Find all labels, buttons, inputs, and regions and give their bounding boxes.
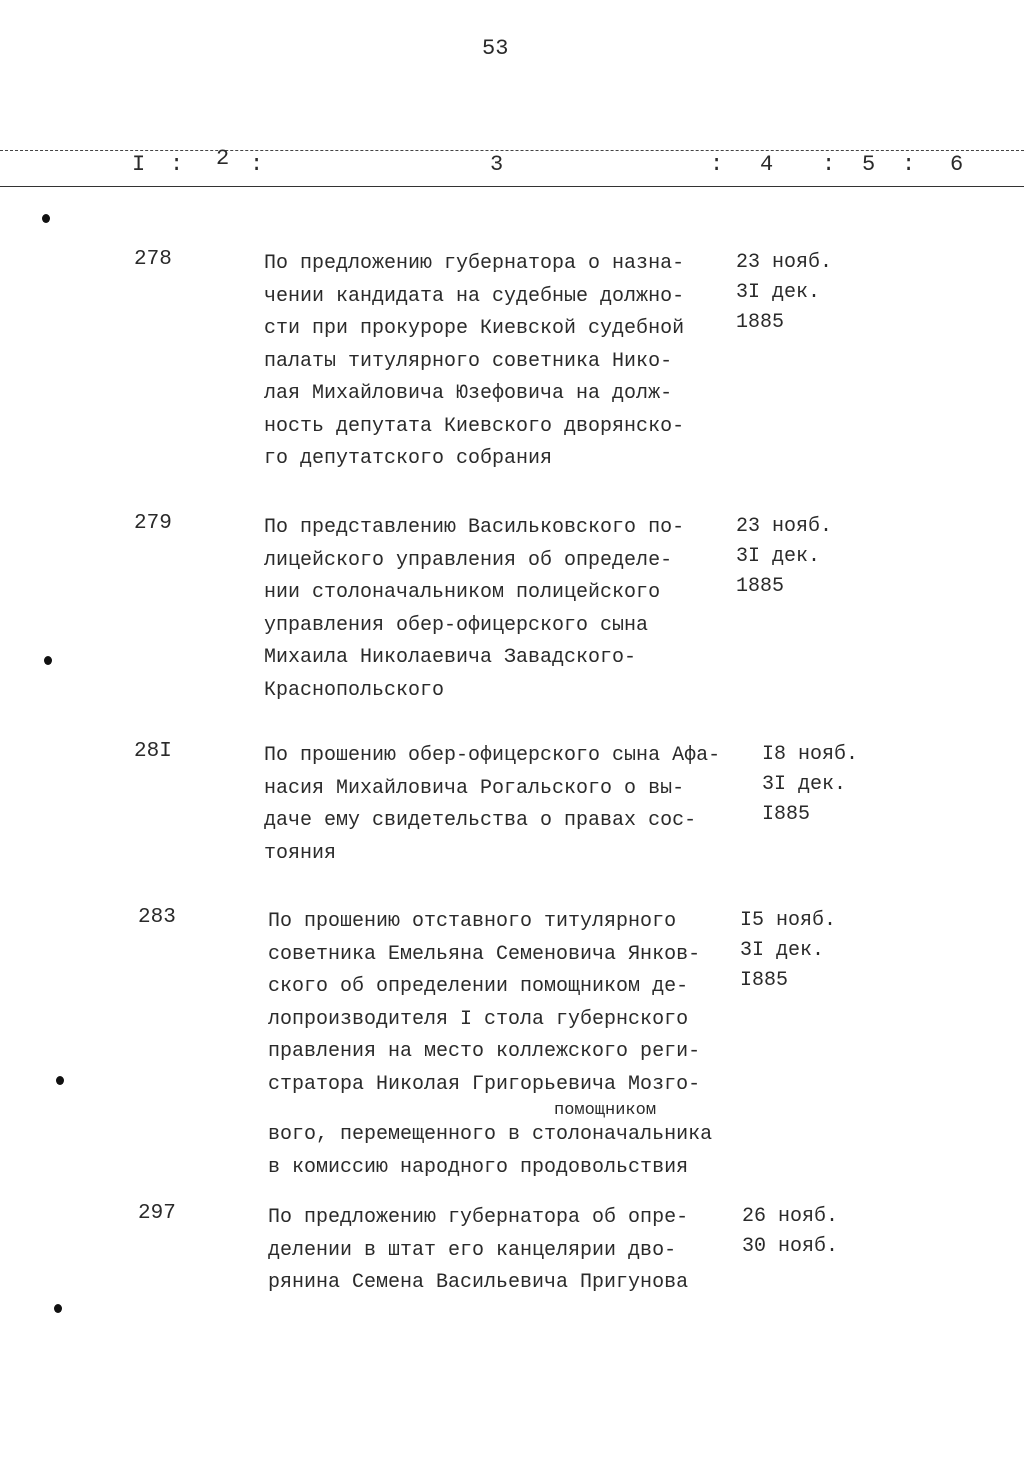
entry-number: 279: [134, 512, 172, 535]
header-top-rule: [0, 150, 1024, 151]
entry-dates: [736, 512, 832, 602]
date-end: 3I дек.: [740, 939, 825, 962]
entry-number: 28I: [134, 740, 172, 763]
text-line: рянина Семена Васильевича Пригунова: [268, 1271, 689, 1294]
header-bottom-rule: [0, 186, 1024, 187]
punch-hole-mark: [42, 214, 50, 223]
page-number: 53: [482, 36, 509, 61]
punch-hole-mark: [44, 656, 52, 665]
text-line: По предложению губернатора об опре-: [268, 1206, 689, 1229]
text-line: Краснопольского: [264, 678, 445, 702]
text-line: По предложению губернатора о назна-: [264, 252, 685, 275]
entry-description: [264, 740, 720, 870]
column-header-4: 4: [760, 152, 774, 177]
text-line: По представлению Васильковского по-: [264, 516, 685, 539]
text-line: тояния: [264, 841, 337, 865]
date-end: 3I дек.: [762, 773, 847, 796]
date-start: I8 нояб.: [762, 743, 859, 766]
text-line: сти при прокуроре Киевской судебной: [264, 317, 685, 340]
entry-dates: [742, 1202, 838, 1262]
text-line: Михаила Николаевича Завадского-: [264, 646, 637, 669]
text-line: управления обер-офицерского сына: [264, 613, 649, 637]
text-line: лицейского управления об определе-: [264, 548, 673, 572]
text-line: чении кандидата на судебные должно-: [264, 284, 685, 308]
text-line: нии столоначальником полицейского: [264, 581, 661, 604]
date-year: I885: [740, 969, 789, 992]
date-end: 3I дек.: [736, 545, 821, 568]
column-separator: :: [250, 152, 264, 177]
date-start: I5 нояб.: [740, 909, 837, 932]
text-line: го депутатского собрания: [264, 447, 553, 470]
entry-dates: [740, 906, 836, 996]
date-year: 1885: [736, 311, 785, 334]
text-line: даче ему свидетельства о правах сос-: [264, 809, 697, 832]
date-end: 30 нояб.: [742, 1235, 839, 1258]
text-line: По прошению отставного титулярного: [268, 910, 677, 933]
text-line: лая Михайловича Юзефовича на долж-: [264, 382, 673, 405]
text-line: ность депутата Киевского дворянско-: [264, 414, 685, 438]
column-header-1: I: [132, 152, 146, 177]
entry-number: 283: [138, 906, 176, 929]
column-separator: :: [822, 152, 836, 177]
date-year: I885: [762, 803, 811, 826]
column-separator: :: [710, 152, 724, 177]
text-line: ского об определении помощником де-: [268, 975, 689, 998]
column-header-6: 6: [950, 152, 964, 177]
entry-number: 297: [138, 1202, 176, 1225]
text-line: палаты титулярного советника Нико-: [264, 349, 673, 373]
entry-description: [268, 906, 712, 1184]
text-line: стратора Николая Григорьевича Мозго-: [268, 1072, 701, 1096]
entry-dates: [762, 740, 858, 830]
punch-hole-mark: [54, 1304, 62, 1313]
text-line: [268, 1101, 713, 1152]
column-separator: :: [902, 152, 916, 177]
date-start: 23 нояб.: [736, 251, 833, 274]
entry-dates: [736, 248, 832, 338]
overprinted-word: помощником: [554, 1101, 657, 1120]
text-line-content: вого, перемещенного в столоначальника: [268, 1123, 713, 1146]
text-line: правления на место коллежского реги-: [268, 1040, 701, 1063]
column-header-3: 3: [490, 152, 504, 177]
entry-description: [268, 1202, 688, 1300]
text-line: насия Михайловича Рогальского о вы-: [264, 776, 685, 800]
date-end: 3I дек.: [736, 281, 821, 304]
text-line: лопроизводителя I стола губернского: [268, 1007, 689, 1031]
entry-description: [264, 512, 684, 707]
entry-number: 278: [134, 248, 172, 271]
date-start: 26 нояб.: [742, 1205, 839, 1228]
text-line: делении в штат его канцелярии дво-: [268, 1238, 677, 1262]
punch-hole-mark: [56, 1076, 64, 1085]
column-header-5: 5: [862, 152, 876, 177]
date-year: 1885: [736, 575, 785, 598]
text-line: советника Емельяна Семеновича Янков-: [268, 942, 701, 966]
text-line: в комиссию народного продовольствия: [268, 1155, 689, 1179]
entry-description: [264, 248, 684, 476]
column-separator: :: [170, 152, 184, 177]
column-header-2: 2: [216, 146, 230, 171]
text-line: По прошению обер-офицерского сына Афа-: [264, 744, 721, 767]
date-start: 23 нояб.: [736, 515, 833, 538]
